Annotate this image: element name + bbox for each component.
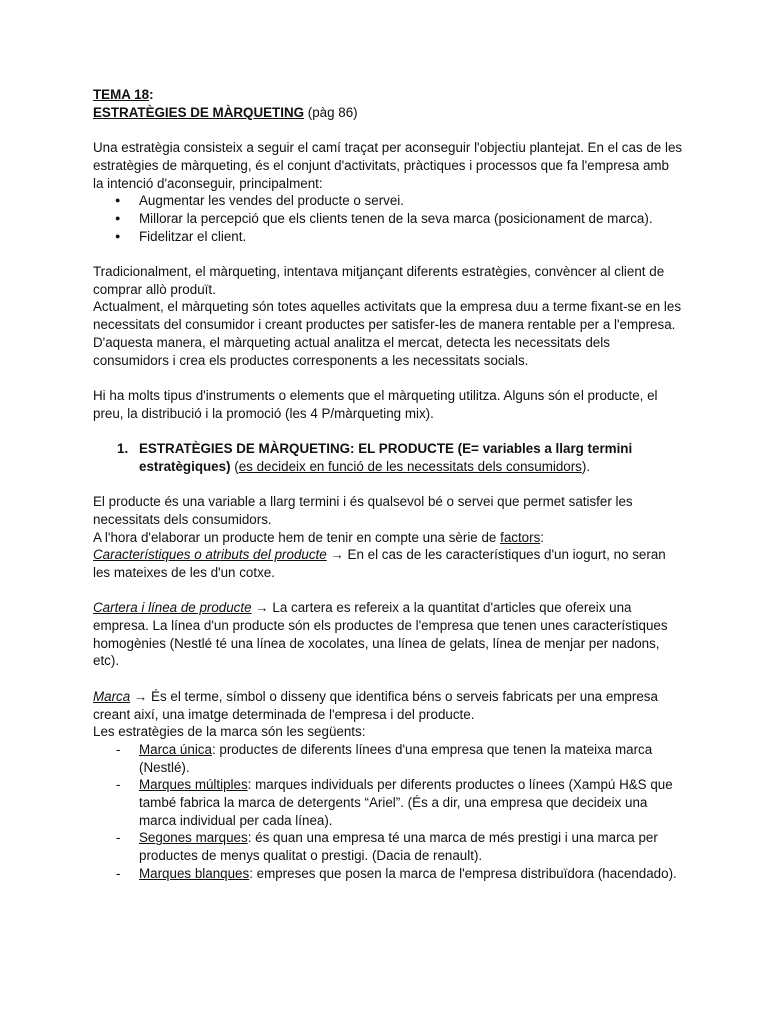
- brand-paragraph: Marca → És el terme, símbol o disseny que identifica béns o serveis fabricats per una empresa creant així, una imatge determinada de l'empresa i del producte.: [93, 688, 658, 722]
- document-page: [93, 86, 683, 883]
- list-item: ● Millorar la percepció que els clients tenen de la seva marca (posicionament de marca).: [93, 210, 683, 228]
- strategy-term: Marques múltiples: [139, 777, 248, 793]
- brand-strategies-list: [93, 741, 683, 883]
- section-title: ESTRATÈGIES DE MÀRQUETING: EL PRODUCTE (E= variables a llarg termini estratègiques): [139, 441, 633, 474]
- strategy-term: Marques blanques: [139, 865, 250, 881]
- brand-strategies-intro: Les estratègies de la marca són les següents:: [93, 724, 366, 740]
- characteristics-term: Característiques o atributs del producte: [93, 547, 327, 563]
- factors-term: factors: [500, 529, 541, 545]
- strategy-term: Marca única: [139, 741, 212, 757]
- factors-paragraph: A l'hora d'elaborar un producte hem de tenir en compte una sèrie de factors:: [93, 529, 545, 545]
- section-number: 1.: [117, 441, 129, 456]
- section-heading: 1. ESTRATÈGIES DE MÀRQUETING: EL PRODUCTE (E= variables a llarg termini estratègiques) (es decideix en funció de les necessitats dels consumidors).: [117, 441, 633, 474]
- topic-heading: [93, 86, 683, 104]
- product-definition-paragraph: El producte és una variable a llarg termini i és qualsevol bé o servei que permet satisfer les necessitats dels consumidors.: [93, 494, 633, 527]
- list-item: - Marques blanques: empreses que posen la marca de l'empresa distribuïdora (hacendado).: [93, 865, 683, 883]
- intro-paragraph: Una estratègia consisteix a seguir el camí traçat per aconseguir l'objectiu plantejat. En el cas de les estratègies de màrqueting, és el conjunt d'activitats, pràctiques i processos que fa l'empresa amb la intenció d'aconseguir, principalment:: [93, 140, 683, 191]
- list-item: ● Augmentar les vendes del producte o servei.: [93, 192, 683, 210]
- characteristics-paragraph: Característiques o atributs del producte → En el cas de les característiques d'un iogurt, no seran les mateixes de les d'un cotxe.: [93, 547, 666, 580]
- brand-term: Marca: [93, 688, 131, 704]
- strategy-term: Segones marques: [139, 830, 248, 846]
- portfolio-paragraph: Cartera i línea de producte → La cartera es refereix a la quantitat d'articles que ofereix una empresa. La línea d'un producte són els productes de l'empresa que tenen unes característiques homogènies (Nestlé té una línea de xocolates, una línea de gelats, línea de menjar per nadons, etc).: [93, 600, 668, 669]
- topic-colon: :: [149, 87, 154, 102]
- list-item: - Segones marques: és quan una empresa té una marca de més prestigi i una marca per productes de menys qualitat o prestigi. (Dacia de renault).: [93, 829, 683, 864]
- title-text: ESTRATÈGIES DE MÀRQUETING: [93, 104, 305, 120]
- section-list: [93, 440, 683, 475]
- page-reference: (pàg 86): [304, 104, 358, 120]
- list-item: ● Fidelitzar el client.: [93, 228, 683, 246]
- traditional-paragraph: Tradicionalment, el màrqueting, intentava mitjançant diferents estratègies, convèncer al client de comprar allò produït.: [93, 264, 665, 297]
- list-item: - Marca única: productes de diferents línees d'una empresa que tenen la mateixa marca (Nestlé).: [93, 741, 683, 776]
- actual-paragraph: Actualment, el màrqueting són totes aquelles activitats que la empresa duu a terme fixant-se en les necessitats del consumidor i creant productes per satisfer-les de manera rentable per a l'empresa. D'aquesta manera, el màrqueting actual analitza el mercat, detecta les necessitats dels consumidors i crea els productes corresponents a les necessitats socials.: [93, 299, 682, 368]
- document-title: [93, 104, 683, 122]
- portfolio-term: Cartera i línea de producte: [93, 600, 252, 616]
- intro-bullet-list: [93, 192, 683, 245]
- topic-number: TEMA 18: [93, 87, 150, 102]
- instruments-paragraph: Hi ha molts tipus d'instruments o elements que el màrqueting utilitza. Alguns són el producte, el preu, la distribució i la promoció (les 4 P/màrqueting mix).: [93, 387, 658, 421]
- list-item: - Marques múltiples: marques individuals per diferents productes o línees (Xampú H&S que també fabrica la marca de detergents “Ariel”. (És a dir, una empresa que decideix una marca individual per cada línea).: [93, 776, 683, 829]
- section-subtitle: es decideix en funció de les necessitats dels consumidors: [238, 458, 582, 474]
